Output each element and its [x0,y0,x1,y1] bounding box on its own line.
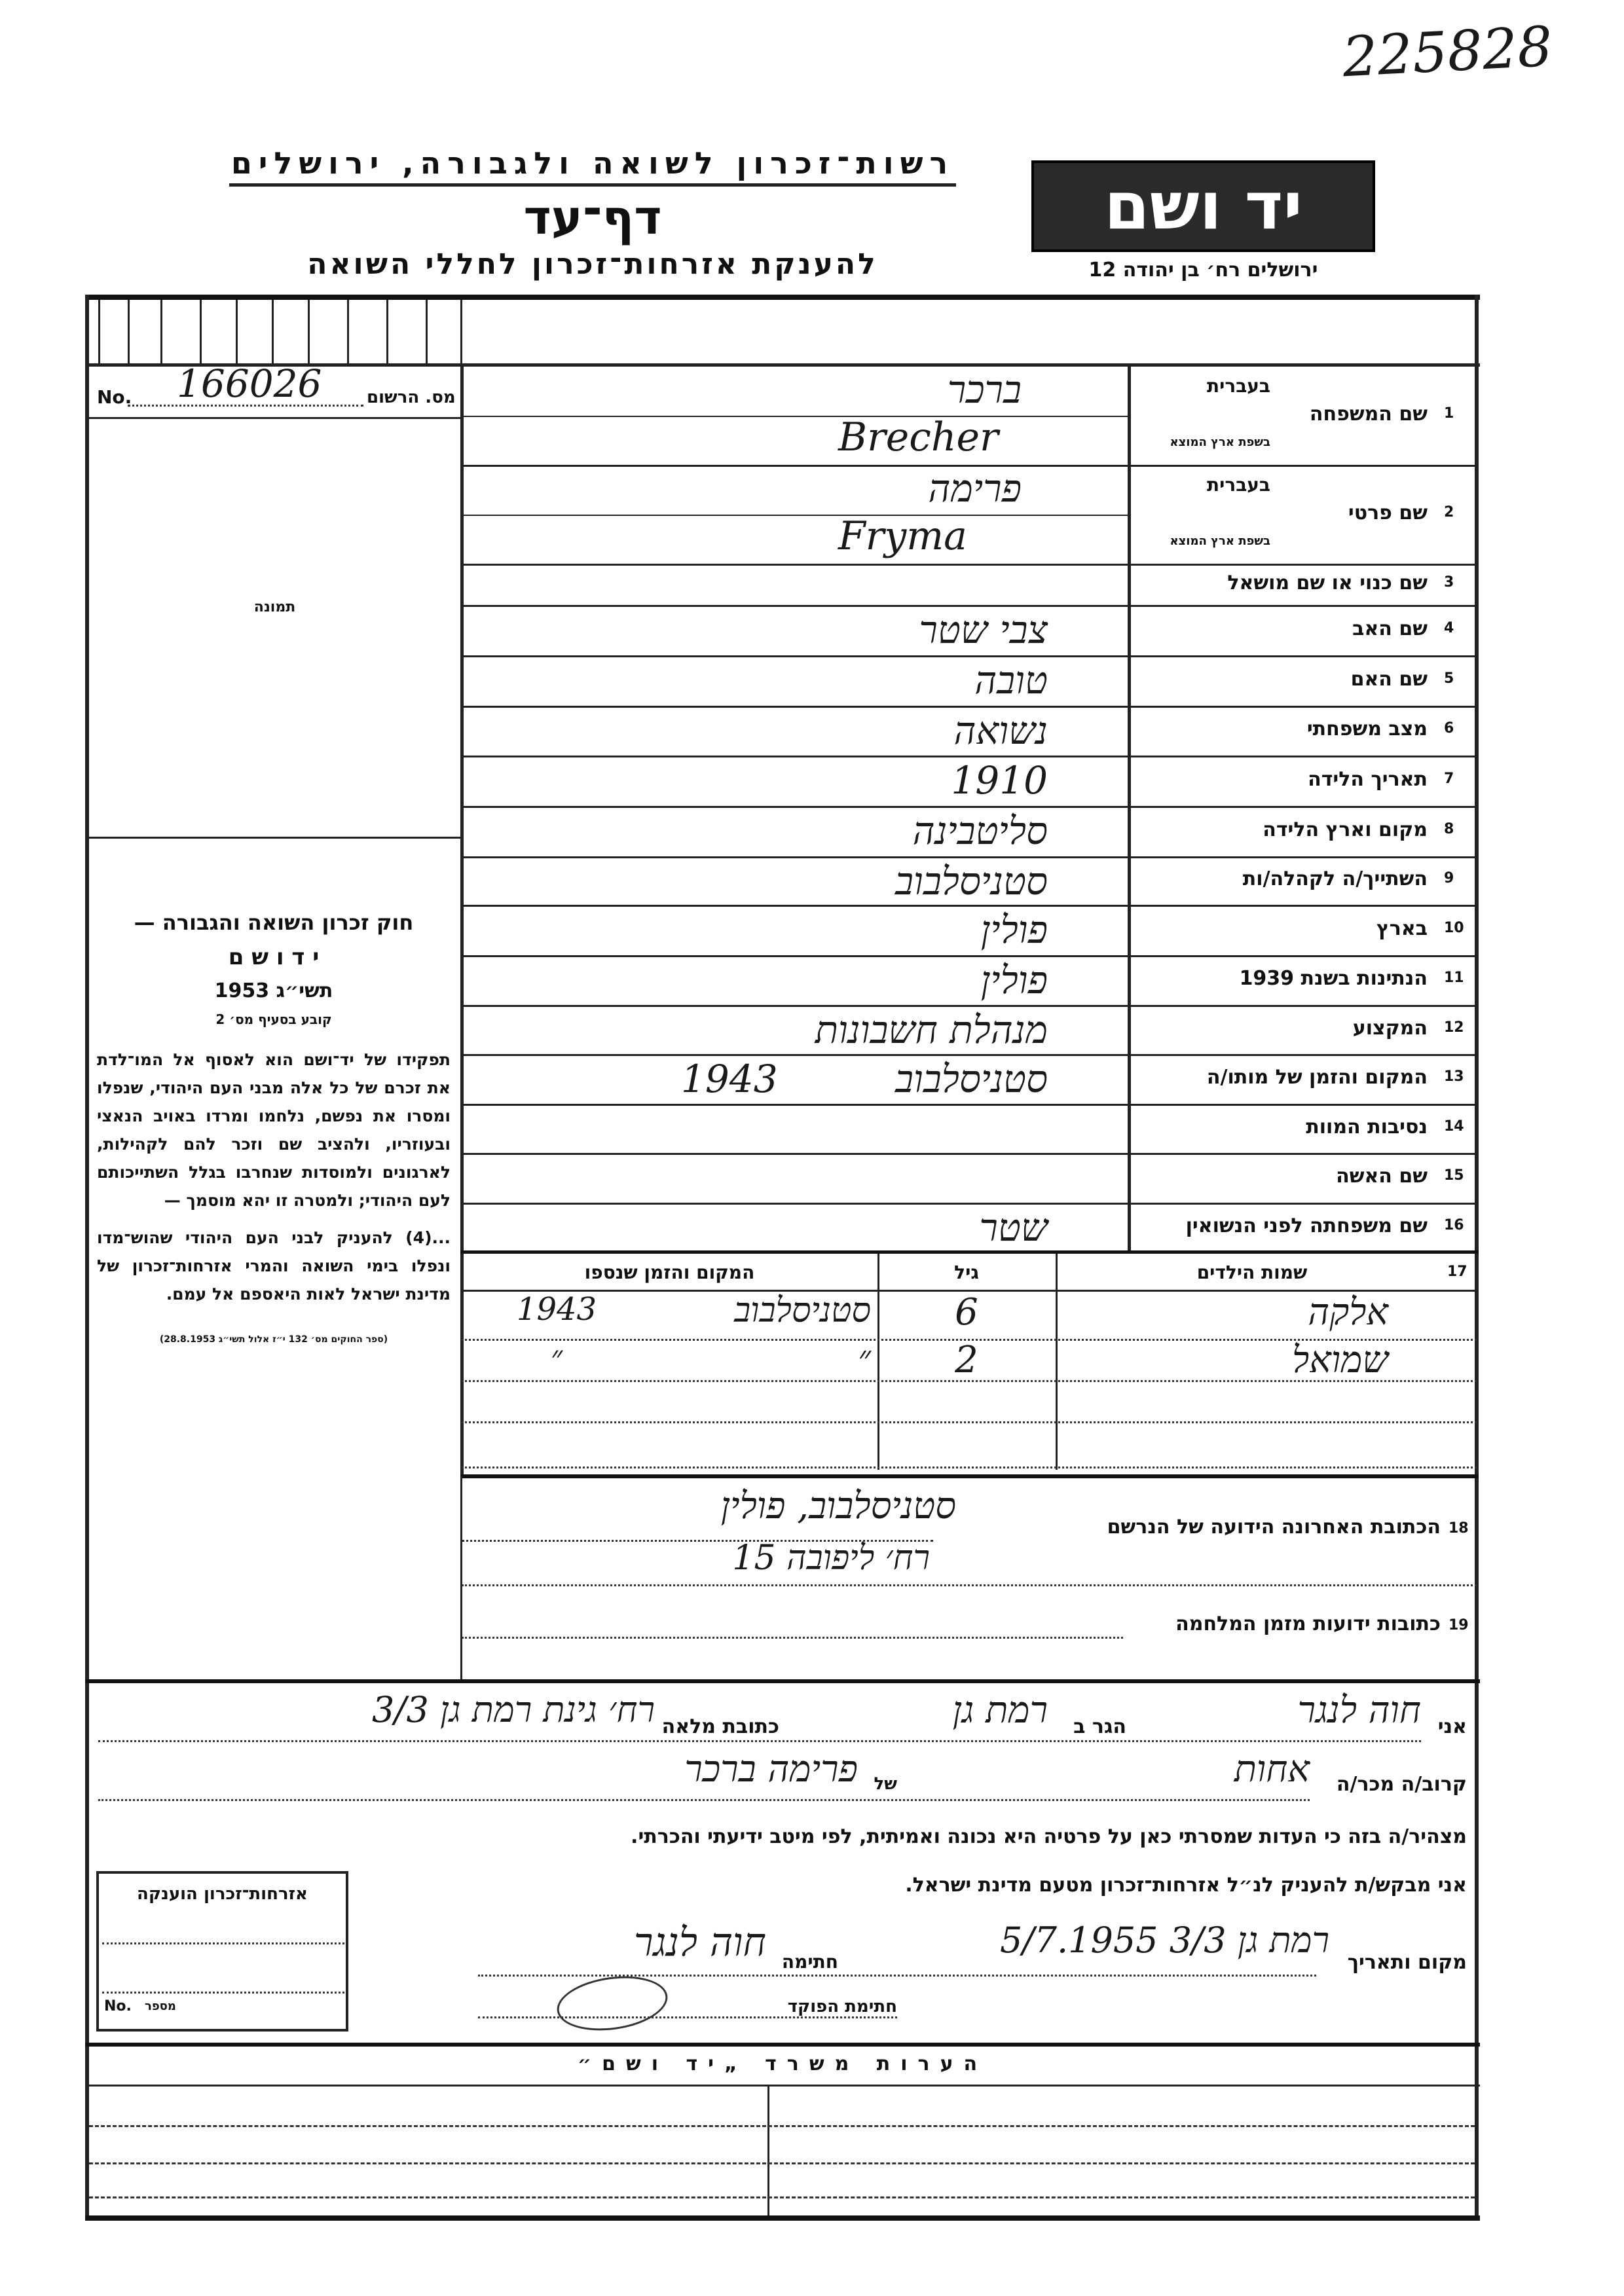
strip-cell-divider [128,300,130,363]
strip-cell-divider [160,300,162,363]
field-divider [464,955,1477,957]
field-label: שם האב [1352,617,1428,640]
remarks-line [89,2196,1475,2198]
of-label: של [874,1774,897,1794]
field-label: שם האם [1350,667,1428,691]
citizenship-number-he: מספר [145,1999,176,2013]
children-bottom-border [460,1474,1479,1478]
registration-label-he: מס. הרשום [367,388,456,407]
relation-value[interactable]: אחות [1234,1748,1310,1791]
field-divider [464,564,1477,566]
field-value[interactable]: שטר [979,1205,1048,1250]
field-number: 2 [1444,503,1454,520]
last-address-number: 18 [1449,1520,1469,1537]
field-sublabel-origin: בשפת ארץ המוצא [1170,435,1270,449]
label-column-divider [1128,363,1131,1254]
strip-cell-divider [386,300,388,363]
lower-left-divider [460,1476,462,1679]
declarant-label: אני [1437,1715,1467,1738]
law-clause: קובע בסעיף מס׳ 2 [215,1011,332,1027]
citizenship-box [96,1871,348,2032]
strip-cell-divider [308,300,310,363]
strip-cell-divider [460,300,462,363]
field-divider [464,1054,1477,1056]
law-title: חוק זכרון השואה והגבורה — [134,910,414,935]
remarks-header-line [85,2085,1480,2086]
children-header-place: המקום והזמן שנספו [584,1262,755,1283]
field-number: 16 [1444,1216,1464,1233]
law-section [97,910,451,1345]
field-divider [464,905,1477,907]
law-name: י ד ו ש ם [228,944,320,970]
form-top-border [85,295,1480,300]
child-age[interactable]: 2 [955,1339,978,1381]
field-number: 5 [1444,670,1454,687]
field-number: 9 [1444,870,1454,886]
field-label: נסיבות המוות [1306,1115,1428,1139]
war-addresses-label: כתובות ידועות מזמן המלחמה [1175,1613,1441,1635]
field-sublabel-origin: בשפת ארץ המוצא [1170,534,1270,548]
children-col-divider-1 [1056,1254,1058,1470]
war-addresses-line [462,1637,1123,1639]
field-label: השתייך/ה לקהלה/ות [1242,867,1428,890]
strip-cell-divider [347,300,349,363]
logo-text: יד ושם [1104,168,1302,244]
field-label: שם המשפחה [1309,402,1428,426]
archive-number: 225828 [1340,14,1555,90]
header-address: ירושלים רח׳ בן יהודה 12 [1088,259,1318,282]
field-divider [464,605,1477,607]
field-value-hebrew[interactable]: ברכר [947,367,1022,412]
law-paragraph-2: ...(4) להעניק לבני העם היהודי שהוש־מדו ונפלו בימי השואה והמרי אזרחות־זכרון של מדינת ישראל לאות היאספם אל עמם. [97,1228,451,1303]
strip-cell-divider [272,300,274,363]
left-column-divider [460,363,464,1476]
strip-cell-divider [236,300,238,363]
remarks-line [89,2162,1475,2164]
of-name[interactable]: פרימה ברכר [684,1748,858,1791]
children-row-line [462,1421,1477,1423]
registration-underline [89,417,460,419]
field-label: המקצוע [1352,1016,1428,1040]
photo-label: תמונה [253,599,296,615]
field-value[interactable]: סליטבינה [912,809,1048,853]
header-underline [229,183,956,187]
strip-cell-divider [426,300,428,363]
signature-line [478,1975,1316,1977]
field-divider [464,756,1477,757]
field-label: המקום והזמן של מותו/ה [1206,1066,1428,1089]
relation-line [98,1799,1310,1801]
remarks-divider [767,2085,769,2215]
citizenship-number-en: No. [104,1998,132,2014]
field-value-original[interactable]: Fryma [838,513,967,559]
address-label: כתובת מלאה [661,1715,779,1738]
field-sublabel-hebrew: בעברית [1206,375,1270,397]
field-number: 13 [1444,1068,1464,1085]
field-number: 3 [1444,574,1454,591]
form-left-border [85,295,89,2219]
child-death-place[interactable]: ״ [858,1339,871,1378]
authority-name: רשות־זכרון לשואה ולגבורה, ירושלים [231,145,955,181]
photo-bottom-line [89,837,460,839]
children-header-names: שמות הילדים [1196,1262,1308,1283]
remarks-title: הערות משרד „יד ושם״ [577,2052,988,2075]
registration-label-en: No. [97,386,132,408]
field-number: 1 [1444,405,1454,422]
official-signature-line [478,2016,897,2018]
official-stamp-icon [553,1970,671,2037]
relation-label: קרוב/ה מכר/ה [1336,1773,1467,1796]
field-label: מצב משפחתי [1306,718,1428,740]
field-label: מקום וארץ הלידה [1263,818,1428,841]
field-subdivider [464,515,1128,516]
field-number: 6 [1444,720,1454,737]
request-statement: אני מבקש/ת להעניק לנ״ל אזרחות־זכרון מטעם מדינת ישראל. [905,1874,1467,1897]
citizenship-box-line [102,1942,344,1944]
field-number: 11 [1444,970,1464,986]
declaration-top-border [85,1679,1480,1683]
citizenship-box-line [102,1992,344,1994]
field-divider [464,1005,1477,1007]
form-bottom-border [85,2215,1480,2221]
child-death-year[interactable]: 1943 [516,1291,597,1328]
declarant-name[interactable]: חוה לנגר [1297,1689,1421,1732]
form-subtitle: להענקת אזרחות־זכרון לחללי השואה [307,247,878,281]
resides-label: הגר ב [1073,1715,1126,1738]
war-addresses-number: 19 [1449,1617,1469,1633]
signature-label: חתימה [781,1951,838,1973]
last-address-label: הכתובת האחרונה הידועה של הנרשם [1107,1516,1441,1539]
field-value-year[interactable]: 1943 [681,1057,778,1101]
remarks-top-border [85,2043,1480,2047]
field-label: הנתינות בשנת 1939 [1239,967,1428,990]
field-divider [464,706,1477,708]
address-value[interactable]: רח׳ גינת רמת גן 3/3 [371,1689,655,1730]
field-value-original[interactable]: Brecher [838,414,999,460]
field-number: 15 [1444,1167,1464,1184]
field-number: 14 [1444,1118,1464,1135]
child-death-year[interactable]: ״ [550,1339,563,1376]
field-divider [464,806,1477,808]
field-value[interactable]: נשואה [953,708,1048,753]
place-date-label: מקום ותאריך [1347,1951,1467,1974]
field-label: בארץ [1376,917,1428,940]
field-divider [464,856,1477,858]
field-sublabel-hebrew: בעברית [1206,474,1270,496]
form-title: דף־עד [523,190,662,245]
child-age[interactable]: 6 [955,1291,978,1334]
official-signature-label: חתימת הפוקד [787,1997,897,2016]
field-number: 4 [1444,619,1454,636]
field-value[interactable]: מנהלת חשבונות [815,1008,1048,1052]
field-value[interactable]: צבי שטר [919,608,1048,652]
resides-value[interactable]: רמת גן [952,1689,1048,1732]
field-label: תאריך הלידה [1308,767,1428,791]
remarks-line [89,2125,1475,2127]
law-year: תשי״ג 1953 [214,979,333,1002]
field-label: שם כנוי או שם מושאל [1227,571,1428,594]
field-divider [464,655,1477,657]
field-number: 7 [1444,770,1454,787]
child-name[interactable]: אלקה [1308,1291,1388,1334]
law-paragraph-1: תפקידו של יד־ושם הוא לאסוף אל המו־לדת את זכרם של כל אלה מבני העם היהודי, שנפלו ומסרו את נפשם, נלחמו ומרדו באויב הנאצי ובעוזריו, ולהציב שם וזכר להם לקהילות, לארגונים ולמוסדות שנחרבו בגלל השתייכותם לעם היהודי; ולמטרה זו יהא מוסמך — [97,1050,451,1210]
form-right-border [1475,295,1479,2219]
field-subdivider [464,416,1128,417]
field-label: שם פרטי [1348,501,1428,524]
strip-cell-divider [98,300,100,363]
field-value[interactable]: טובה [974,658,1048,702]
field-value-hebrew[interactable]: פרימה [928,466,1022,511]
last-address-line-2 [462,1584,1477,1586]
field-value[interactable]: 1910 [951,758,1048,803]
child-death-place[interactable]: סטניסלבוב [734,1291,871,1330]
children-section-number: 17 [1447,1264,1467,1280]
field-label: שם האשה [1336,1165,1428,1188]
field-number: 10 [1444,919,1464,936]
field-value[interactable]: סטניסלבוב [895,1057,1048,1101]
children-row-line [462,1467,1477,1468]
declaration-statement: מצהיר/ה בזה כי העדות שמסרתי כאן על פרטיה היא נכונה ואמיתית, לפי מיטב ידיעתי והכרתי. [631,1825,1467,1848]
field-value[interactable]: פולין [980,907,1048,952]
field-number: 12 [1444,1019,1464,1036]
declarant-signature[interactable]: חוה לנגר [634,1920,766,1965]
registration-number[interactable]: 166026 [177,361,322,406]
field-divider [464,1153,1477,1155]
field-label: שם משפחתה לפני הנשואין [1185,1214,1428,1237]
place-date-value[interactable]: רמת גן 3/3 5/7.1955 [1000,1920,1329,1961]
law-source: (ספר החוקים מס׳ 132 י״ז אלול תשי״ג 28.8.1953) [159,1334,388,1345]
declarant-line [98,1740,1421,1742]
strip-cell-divider [200,300,202,363]
children-top-border [460,1250,1479,1254]
last-address-line-2-value[interactable]: רח׳ ליפובה 15 [732,1539,930,1578]
child-name[interactable]: שמואל [1292,1339,1388,1381]
citizenship-box-title: אזרחות־זכרון הוענקה [137,1884,308,1904]
last-address-line-1[interactable]: סטניסלבוב, פולין [720,1485,956,1527]
field-divider [464,1104,1477,1106]
field-value[interactable]: סטניסלבוב [895,859,1048,903]
field-number: 8 [1444,820,1454,837]
field-divider [464,1203,1477,1205]
children-header-age: גיל [954,1262,979,1283]
field-value[interactable]: פולין [980,958,1048,1002]
